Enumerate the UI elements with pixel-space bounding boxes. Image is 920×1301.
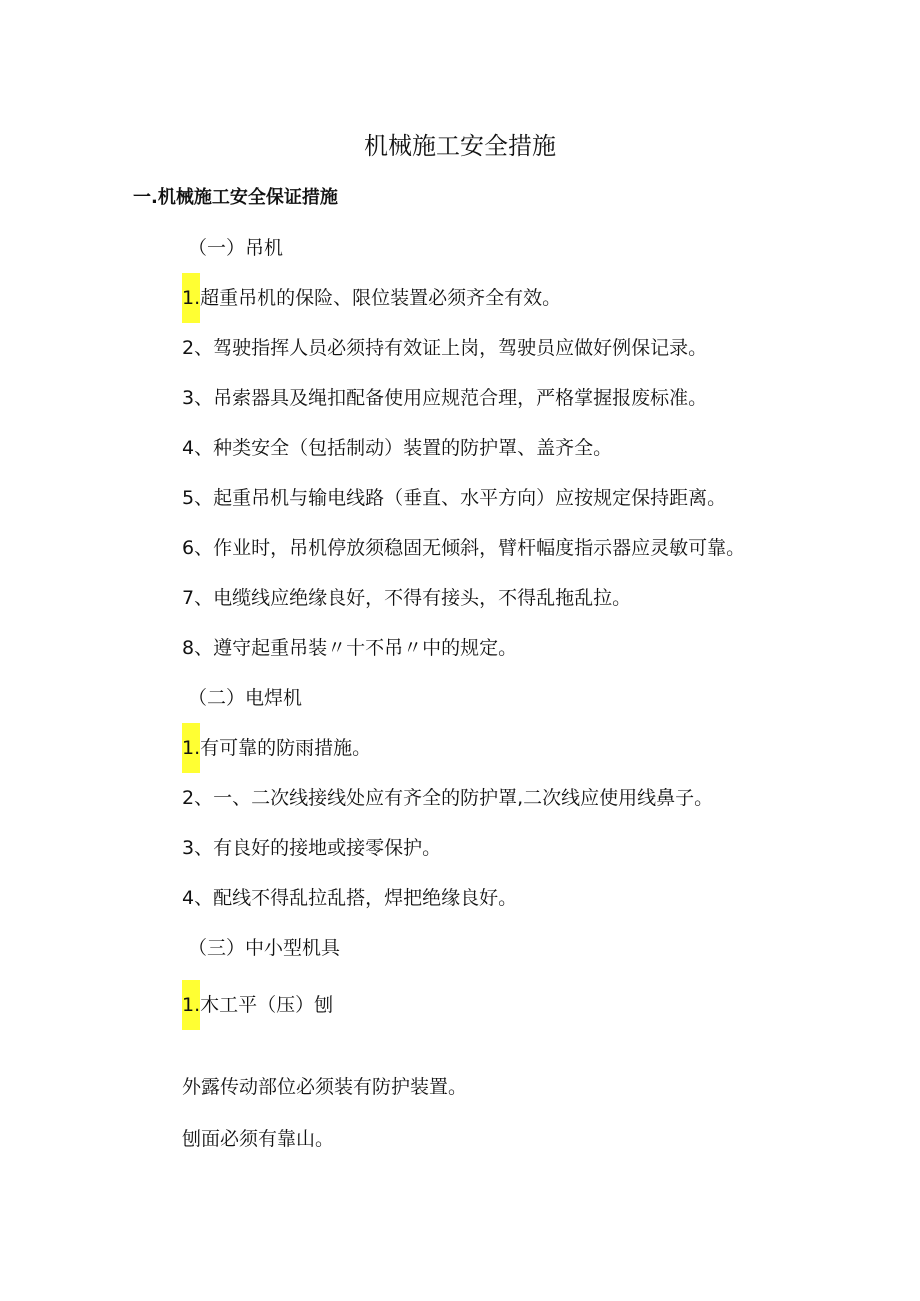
- item-number: 7、: [182, 587, 214, 609]
- item-text: 作业时，吊机停放须稳固无倾斜，臂杆幅度指示器应灵敏可靠。: [213, 537, 746, 559]
- item-number: 1.: [182, 273, 200, 323]
- subsection-heading-crane: （一）吊机: [188, 237, 284, 259]
- item-text: 吊索器具及绳扣配备使用应规范合理，严格掌握报废标准。: [213, 387, 708, 409]
- paragraph: 外露传动部位必须装有防护装置。: [182, 1076, 468, 1098]
- item-number: 8、: [182, 637, 214, 659]
- list-item: [182, 733, 371, 763]
- item-text: 有良好的接地或接零保护。: [213, 837, 442, 859]
- list-item: [182, 883, 517, 913]
- item-number: 1.: [182, 980, 200, 1030]
- item-number: 3、: [182, 837, 214, 859]
- list-item: [182, 783, 713, 813]
- list-item: [182, 383, 707, 413]
- item-number: 4、: [182, 437, 214, 459]
- subsection-heading-small-tools: （三）中小型机具: [188, 937, 341, 959]
- item-text: 种类安全（包括制动）装置的防护罩、盖齐全。: [213, 437, 613, 459]
- subsection-heading-welder: （二）电焊机: [188, 687, 303, 709]
- item-text: 起重吊机与输电线路（垂直、水平方向）应按规定保持距离。: [213, 487, 727, 509]
- item-number: 5、: [182, 487, 214, 509]
- list-item: [182, 990, 333, 1020]
- section-heading: 一.机械施工安全保证措施: [133, 187, 338, 208]
- item-number: 6、: [182, 537, 214, 559]
- item-text: 电缆线应绝缘良好，不得有接头，不得乱拖乱拉。: [213, 587, 632, 609]
- list-item: [182, 433, 612, 463]
- item-text: 有可靠的防雨措施。: [200, 737, 372, 759]
- item-text: 一、二次线接线处应有齐全的防护罩,二次线应使用线鼻子。: [213, 787, 714, 809]
- paragraph: 刨面必须有靠山。: [182, 1128, 335, 1150]
- list-item: [182, 333, 707, 363]
- list-item: [182, 633, 517, 663]
- item-number: 1.: [182, 723, 200, 773]
- item-text: 配线不得乱拉乱搭，焊把绝缘良好。: [213, 887, 518, 909]
- list-item: [182, 833, 441, 863]
- item-number: 4、: [182, 887, 214, 909]
- list-item: [182, 483, 726, 513]
- list-item: [182, 533, 745, 563]
- item-number: 3、: [182, 387, 214, 409]
- item-text: 遵守起重吊装〃十不吊〃中的规定。: [213, 637, 518, 659]
- list-item: [182, 583, 631, 613]
- item-number: 2、: [182, 787, 214, 809]
- item-text: 木工平（压）刨: [200, 994, 334, 1016]
- document-title: 机械施工安全措施: [364, 132, 556, 160]
- list-item: [182, 283, 561, 313]
- item-text: 驾驶指挥人员必须持有效证上岗，驾驶员应做好例保记录。: [213, 337, 708, 359]
- item-number: 2、: [182, 337, 214, 359]
- item-text: 超重吊机的保险、限位装置必须齐全有效。: [200, 287, 562, 309]
